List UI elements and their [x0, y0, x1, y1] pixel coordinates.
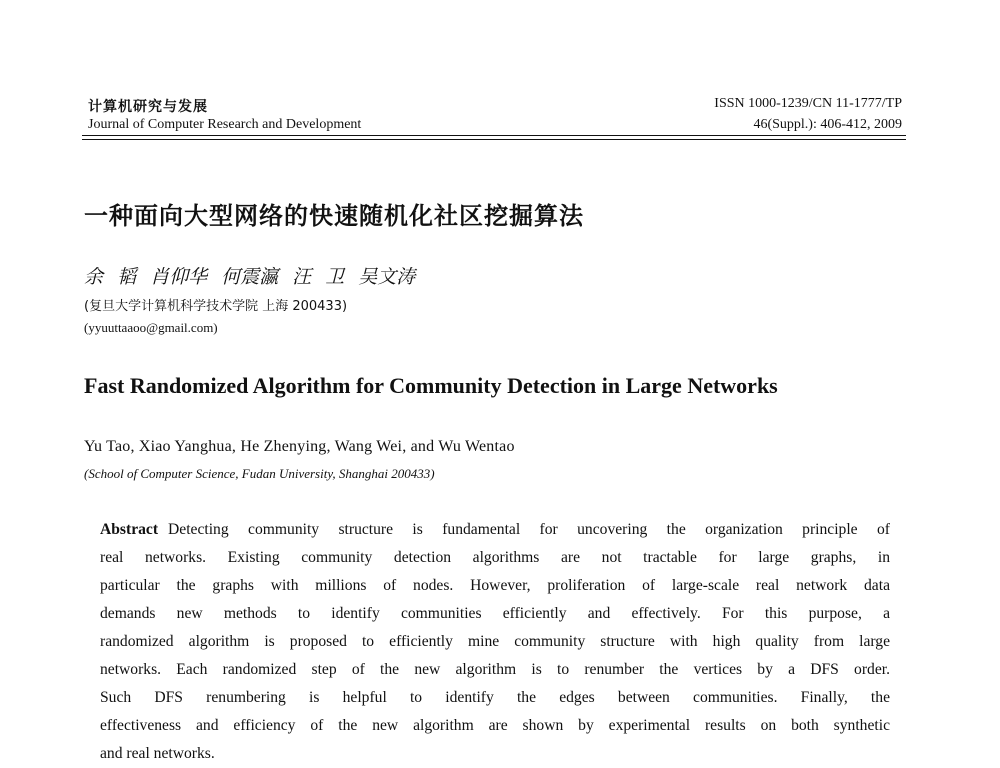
- issn-line: ISSN 1000-1239/CN 11-1777/TP: [714, 96, 902, 111]
- abstract-line: particular the graphs with millions of nodes. However, proliferation of large-scale real network data: [100, 577, 890, 594]
- header-rule-bottom: [82, 139, 906, 140]
- journal-title-cn: 计算机研究与发展: [88, 99, 208, 115]
- abstract: [100, 516, 890, 768]
- authors-cn: 余 韬 肖仰华 何震瀛 汪 卫 吴文涛: [84, 266, 416, 288]
- author-email: (yyuuttaaoo@gmail.com): [84, 320, 218, 335]
- affiliation-cn: (复旦大学计算机科学技术学院 上海 200433): [84, 299, 348, 314]
- paper-title-en: Fast Randomized Algorithm for Community Detection in Large Networks: [84, 373, 778, 398]
- abstract-line: effectiveness and efficiency of the new algorithm are shown by experimental results on both synthetic: [100, 717, 890, 734]
- abstract-line-text: Detecting community structure is fundamental for uncovering the organization principle of: [168, 521, 890, 538]
- abstract-line: randomized algorithm is proposed to efficiently mine community structure with high quality from large: [100, 633, 890, 650]
- header-rule-top: [82, 135, 906, 136]
- journal-title-en: Journal of Computer Research and Development: [88, 117, 362, 132]
- abstract-line: networks. Each randomized step of the new algorithm is to renumber the vertices by a DFS order.: [100, 661, 890, 678]
- abstract-label: Abstract: [100, 521, 159, 538]
- authors-en: Yu Tao, Xiao Yanghua, He Zhenying, Wang Wei, and Wu Wentao: [84, 438, 515, 455]
- abstract-line: demands new methods to identify communities efficiently and effectively. For this purpose, a: [100, 605, 890, 622]
- abstract-line: and real networks.: [100, 745, 215, 762]
- issue-line: 46(Suppl.): 406-412, 2009: [753, 117, 902, 132]
- affiliation-en: (School of Computer Science, Fudan University, Shanghai 200433): [84, 466, 435, 481]
- abstract-line: real networks. Existing community detection algorithms are not tractable for large graphs, in: [100, 549, 890, 566]
- paper-title-cn: 一种面向大型网络的快速随机化社区挖掘算法: [84, 202, 584, 230]
- abstract-line: [100, 516, 890, 544]
- abstract-line: Such DFS renumbering is helpful to identify the edges between communities. Finally, the: [100, 689, 890, 706]
